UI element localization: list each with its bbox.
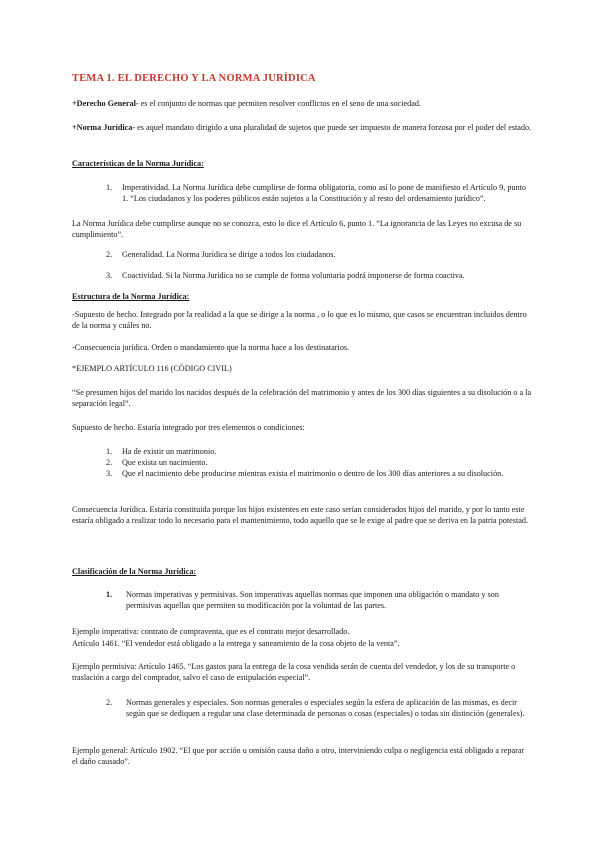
ejemplo-general: Ejemplo general: Artículo 1902. “El que por acción u omisión causa daño a otro, interviniendo culpa o negligencia está obligado a reparar el daño causado”. (72, 746, 525, 766)
list-item-text: Que exista un nacimiento. (122, 458, 208, 467)
heading-clasificacion: Clasificación de la Norma Jurídica: (72, 567, 197, 576)
ejemplo-imperativa: Ejemplo imperativa: contrato de compraventa, que es el contrato mejor desarrollado. (72, 627, 350, 636)
heading-estructura: Estructura de la Norma Jurídica: (72, 292, 190, 301)
list-item-text: Normas generales y especiales. Son normas generales o especiales según la esfera de aplicación de las mismas, es decir según que se dediquen a regular una clase determinada de personas o cosas (especiales) o todas sin distinción (generales). (126, 698, 525, 718)
definition-norma (72, 122, 532, 133)
estructura-consecuencia: -Consecuencia jurídica. Orden o mandamiento que la norma hace a los destinatarios. (72, 343, 350, 352)
definition-norma-text: es aquel mandato dirigido a una pluralidad de sujetos que puede ser impuesto de manera forzosa por el poder del estado. (135, 123, 532, 132)
ejemplo-permisiva: Ejemplo permisiva: Artículo 1465. “Los gastos para la entrega de la cosa vendida serán de cuenta del vendedor, y los de su transporte o traslación a cargo del comprador, salvo el caso de estipulación especial”. (72, 662, 516, 682)
list-item-number: 3. (106, 469, 113, 478)
example-quote: “Se presumen hijos del marido los nacidos después de la celebración del matrimonio y antes de los 300 días siguientes a su disolución o a la separación legal”. (72, 388, 532, 408)
caracteristicas-note: La Norma Jurídica debe cumplirse aunque no se conozca, esto lo dice el Artículo 6, punto 1. “La ignorancia de las Leyes no excusa de su cumplimiento”. (72, 219, 522, 239)
list-item-number: 3. (106, 271, 113, 280)
list-item-text: Que el nacimiento debe producirse mientras exista el matrimonio o dentro de los 300 días anteriores a su disolución. (122, 469, 504, 478)
list-item-number: 2. (106, 458, 113, 467)
list-item-text: Generalidad. La Norma Jurídica se dirige a todos los ciudadanos. (122, 250, 336, 259)
term-derecho: +Derecho General- (72, 99, 139, 108)
page-title: TEMA 1. EL DERECHO Y LA NORMA JURÍDICA (72, 73, 316, 84)
definition-derecho-text: es el conjunto de normas que permiten resolver conflictos en el seno de una sociedad. (138, 99, 421, 108)
heading-caracteristicas: Características de la Norma Jurídica: (72, 159, 204, 168)
list-item-text: Imperatividad. La Norma Jurídica debe cumplirse de forma obligatoria, como así lo pone de manifiesto el Artículo 9, punto 1. “Los ciudadanos y los poderes públicos están sujetos a la Constitución y al resto del ordenamiento jurídico”. (122, 183, 527, 203)
articulo-1461: Artículo 1461. “El vendedor está obligado a la entrega y saneamiento de la cosa objeto de la venta”. (72, 639, 400, 648)
list-item-number: 1. (106, 590, 113, 599)
example-heading: *EJEMPLO ARTÍCULO 116 (CÓDIGO CIVIL) (72, 364, 232, 373)
list-item-text: Normas imperativas y permisivas. Son imperativas aquellas normas que imponen una obligación o mandato y son permisivas aquellas que permiten su modificación por la voluntad de las partes. (126, 590, 499, 610)
list-item-text: Ha de existir un matrimonio. (122, 447, 217, 456)
list-item-number: 2. (106, 250, 113, 259)
consecuencia-juridica: Consecuencia Jurídica. Estaría constituida porque los hijos existentes en este caso serían considerados hijos del marido, y por lo tanto este estaría obligado a realizar todo lo necesario para el mantenimiento, todo aquello que se le exige al padre que se deriva en la patria potestad. (72, 505, 529, 525)
list-item-number: 1. (106, 447, 113, 456)
estructura-supuesto: -Supuesto de hecho. Integrado por la realidad a la que se dirige a la norma , o lo que es lo mismo, que casos se encuentran incluidos dentro de la norma y cuáles no. (72, 310, 527, 330)
list-item-text: Coactividad. Si la Norma Jurídica no se cumple de forma voluntaria podrá imponerse de forma coactiva. (122, 271, 465, 280)
definition-derecho (72, 98, 532, 109)
supuesto-intro: Supuesto de hecho. Estaría integrado por tres elementos o condiciones: (72, 423, 305, 432)
term-norma: +Norma Jurídica- (72, 123, 136, 132)
list-item-number: 2. (106, 698, 113, 707)
list-item-number: 1. (106, 183, 113, 192)
